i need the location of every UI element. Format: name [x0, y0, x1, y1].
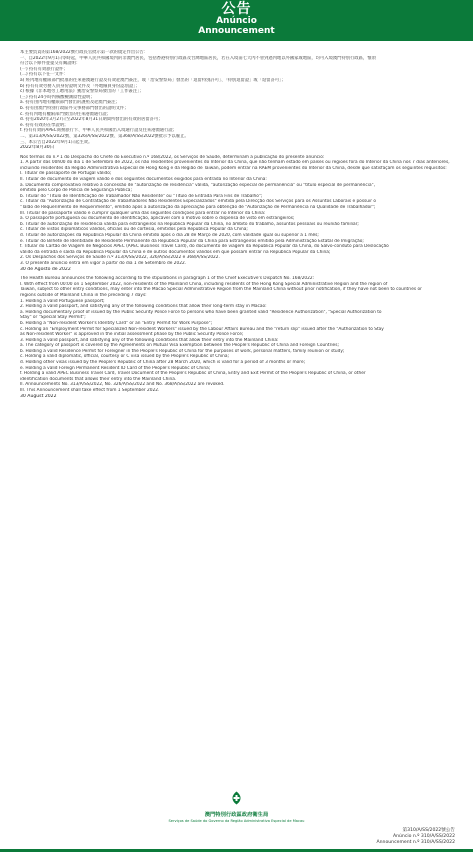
- zh-paragraph-line: c. 持有內地有權限部門發出的往來港澳通行證；: [20, 111, 112, 117]
- pt-paragraph-line: d. Titular de autorizações da República Popular da China emitido após o dia 28 de Março de 2020, com validade igual ou superior a 1 mês;: [20, 233, 319, 238]
- ref-pt: Anúncio n.º 310/A/SS/2022: [392, 834, 455, 839]
- en-paragraph-line: b. Holding a valid Residence Permit for Foreigner in the People's Republic of China for the purposes of work, personal matters, family reunion or study;: [20, 348, 345, 354]
- en-paragraph-line: f. Holding a valid APEC Business Travel Card, Travel Document of the People's Republic of China, Entry and Exit Permit of the People's Republic of China, or other: [20, 371, 366, 377]
- en-paragraph-line: a. Holding documentary proof of issued by the Public Security Police Force to persons who have been granted valid "Residence Authorization", "Special Authorization to: [20, 309, 382, 315]
- pt-paragraph-line: 1. A partir das 00h00 do dia 1 de Setembro de 2022, os não residentes provenientes do Interior da China, que não tenham estado em países ou regiões fora do Interior da China nos 7 dias anteriores,: [20, 160, 450, 166]
- chinese-date: 2022年8月30日: [20, 145, 55, 151]
- zh-paragraph-line: b. 持有由澳門特別行政區外交事務部門發出的證明文件；: [20, 105, 129, 111]
- portuguese-section: [20, 155, 453, 267]
- en-paragraph-line: e. Holding a valid Foreign Permanent Resident ID Card of the People's Republic of China;: [20, 365, 211, 371]
- zh-paragraph-line: c) 根據《非本地勞工聘用法》獲治安警察局發出的「工作簽注」；: [20, 89, 144, 95]
- english-date: 30 August 2022: [20, 393, 57, 399]
- pt-paragraph-line: incluindo residentes da Região Administrativa Especial de Hong Kong e da Região de Taiwan, podem entrar na RAEM provenientes do Interior da China, desde que satisfaçam os seguintes requisitos:: [20, 165, 447, 171]
- zh-paragraph-line: (一) 持有有效旅行證件；: [20, 66, 68, 72]
- zh-paragraph-line: b) 持有有效勞務人員身份證明文件及「外地僱員身份認別證」；: [20, 83, 140, 89]
- pt-paragraph-line: e. Titular do Bilhete de Identidade de Residente Permanente da República Popular da China para Estrangeiros emitido pela Administração Estatal de Imigração;: [20, 238, 364, 244]
- portuguese-date: 30 de Agosto de 2022: [20, 266, 71, 272]
- en-paragraph-line: b. Holding a "Non-resident Worker's Identity Card" or an "Entry Permit for Work Purpose";: [20, 320, 213, 326]
- title-en: Announcement: [198, 26, 275, 36]
- announcement-reference-numbers: [377, 828, 456, 846]
- en-paragraph-line: 2. Holding a valid passport, and satisfying any of the following conditions that allow their long-term stay in Macao:: [20, 304, 267, 310]
- en-paragraph-line: II. Announcements No. 313/A/SS/2022, No. 326/A/SS/2022 and No. 368/A/SS/2022 are revoked.: [20, 382, 225, 388]
- en-paragraph-line: Taiwan, subject to other entry conditions, may enter into the Macao Special Administrative Region from the Mainland China without prior notification, if they have not been to countries or: [20, 287, 422, 293]
- ref-zh: 第310/A/SS/2022號公告: [402, 828, 455, 833]
- zh-paragraph-line: e. 持有有效的在學證明；: [20, 122, 69, 128]
- english-section: [20, 276, 453, 393]
- en-paragraph-line: 3. Holding a valid passport, and satisfying any of the following conditions that allow their entry into the Mainland China:: [20, 337, 279, 343]
- zh-paragraph-line: 符合以下條件並提交有關證明：: [20, 61, 81, 67]
- en-paragraph-line: as Non-resident Worker" is approved in the initial assessment phase by the Public Security Police Force;: [20, 332, 244, 338]
- pt-paragraph-line: válido da entrada e saída da República Popular da China e de outros documentos válidos em que possam entrar na República Popular da China;: [20, 249, 331, 255]
- pt-paragraph-line: II. Titular de documento de viagem válido e dos seguintes documentos exigidos para entrada no Interior da China:: [20, 177, 267, 183]
- zh-paragraph-line: 本主要負責的第168/2022號行政長官批示第一款的規定作出公告：: [20, 50, 149, 55]
- en-paragraph-line: The Health Bureau announces the following according to the stipulations in paragraph 1 of the Chief Executive's Dispatch No. 168/2022:: [20, 276, 315, 282]
- pt-paragraph-line: c. Titular da "Autorização de Contratação de Trabalhadores Não Residentes Especializados" emitida pela Direcção dos Serviços para os Assuntos Laborais e possuir o: [20, 199, 376, 205]
- zh-paragraph-line: (二) 持有以下任一文件：: [20, 72, 68, 78]
- pt-paragraph-line: c. Titular de vistos diplomáticos válidos, oficiais ou de cortesia, emitidos pela República Popular da China;: [20, 227, 248, 233]
- pt-paragraph-line: 3. O presente anúncio entra em vigor a partir do dia 1 de Setembro de 2022.: [20, 260, 187, 266]
- en-paragraph-line: III. This Announcement shall take effect from 1 September 2022.: [20, 388, 160, 394]
- zh-paragraph-line: 一、自2022年9月1日零時起，中華人民共和國境內的非澳門居民，包括香港特別行政區及台灣地區居民，若在入境前七天內不曾到過內地以外國家或地區，均可入境澳門特別行政區，惟須: [20, 55, 376, 61]
- en-paragraph-line: I. With effect from 00:00 on 1 September 2022, non-residents of the Mainland China, including residents of the Hong Kong Special Administrative Region and the region of: [20, 281, 388, 287]
- en-paragraph-line: c. Holding an "Employment Permit for Specialized Non-resident Workers" issued by the Labour Affairs Bureau and the "return slip" issued after the "Authorization to Stay: [20, 326, 384, 332]
- zh-paragraph-line: a) 經內地有權限部門批准的往來港澳通行證及有效赴澳門簽注，或「治安警察局」發出的「逗留特別許可」、「特別逗留證」或「逗留許可」；: [20, 77, 286, 83]
- pt-paragraph-line: "Talão de Requerimento de Requerimento", emitido após a autorização da apreciação para obtenção de "Autorização de Permanência na Qualidade de Trabalhador";: [20, 205, 376, 211]
- org-name-pt: Serviços de Saúde do Governo da Região Administrativa Especial de Macau: [168, 819, 305, 823]
- en-paragraph-line: d. Holding other visas issued by the People's Republic of China after 28 March 2020, which is valid for a period of 3 months or more;: [20, 360, 306, 366]
- en-paragraph-line: a. The category of passport is covered by the Agreements on Mutual Visa Exemption between the People's Republic of China and Foreign Countries;: [20, 343, 339, 349]
- pt-paragraph-line: a. O passaporte portuguesa ou documento de identificação, aplicável com o motivo sobre o dispensa de visto em estrangeiros;: [20, 216, 295, 222]
- zh-paragraph-line: 三、本公告自2022年9月1日起生效。: [20, 139, 93, 145]
- pt-paragraph-line: a. Documento comprovativo relativo à concessão de "autorização de residência" válida, "autorização especial de permanência" ou "título especial de permanência",: [20, 182, 375, 188]
- pt-paragraph-line: f. Titular do Cartão de Viagem de Negócios APEC (APEC Business Travel Card), do documento de viagem da República Popular da China, do Salvo-conduto para Deslocação: [20, 244, 389, 250]
- zh-paragraph-line: a. 持有由內地有權限部門發出的護照及赴澳門簽注；: [20, 100, 120, 106]
- en-paragraph-line: Stay" or "Special Stay Permit";: [20, 315, 86, 321]
- pt-paragraph-line: emitido pelo Corpo de Polícia de Segurança Pública;: [20, 188, 132, 194]
- title-pt: Anúncio: [216, 16, 257, 26]
- zh-paragraph-line: (三) 持有24小時內核酸檢測陰性證明；: [20, 94, 95, 100]
- health-bureau-logo: [231, 790, 242, 809]
- zh-paragraph-line: f. 持有有效的APEC商務旅行卡、中華人民共和國出入境通行證及往來港澳通行證；: [20, 128, 177, 134]
- announcement-header: [0, 0, 473, 41]
- ref-en: Announcement n.º 310/A/SS/2022: [376, 840, 455, 845]
- pt-paragraph-line: 2. Os Despachos dos Serviços de Saúde n.º 313/A/SS/2022, 326/A/SS/2022 e 368/A/SS/2022.: [20, 255, 220, 261]
- pt-paragraph-line: b. Titular do "Título de Identificação de Trabalhador Não Residente" ou "Título de Entrada Para Fins de Trabalho";: [20, 193, 263, 199]
- pt-paragraph-line: I. Titular de passaporte de Portugal válido;: [20, 171, 112, 177]
- org-name-zh: 澳門特別行政區政府衛生局: [204, 812, 269, 818]
- title-zh: 公告: [221, 1, 252, 17]
- pt-paragraph-line: III. Titular de passaporte válido e cumprir qualquer uma das seguintes condições para entrar no Interior da China:: [20, 210, 266, 216]
- pt-paragraph-line: Nos termos do n.º 1 do Despacho do Chefe do Executivo n.º 168/2022, os Serviços de Saúde, determinam a publicação do presente anúncio:: [20, 154, 325, 160]
- en-paragraph-line: c. Holding a valid diplomatic, official, courtesy or C visa issued by the People's Republic of China;: [20, 354, 229, 360]
- en-paragraph-line: 1. Holding a valid Portuguese passport;: [20, 298, 105, 304]
- zh-paragraph-line: d. 持有2020年3月27日至2022年8月31日期間所發出的有效的居留許可；: [20, 117, 163, 123]
- en-paragraph-line: regions outside of Mainland China in the preceding 7 days:: [20, 292, 147, 298]
- zh-paragraph-line: 二、第313/A/SS/2022號、第326/A/SS/2022號、第368/A/SS/2022號批示予以廢止。: [20, 133, 189, 139]
- health-bureau-logo-icon: [231, 791, 242, 805]
- announcement-body: [20, 50, 453, 399]
- chinese-section: [20, 50, 453, 145]
- pt-paragraph-line: b. Titular de autorização de residência válida para estrangeiros na República Popular da China, no âmbito do trabalho, assuntos pessoais ou reunião familiar;: [20, 221, 359, 227]
- announcement-footer: [0, 790, 473, 823]
- en-paragraph-line: identification documents that allows their entry into the Mainland China.: [20, 376, 177, 382]
